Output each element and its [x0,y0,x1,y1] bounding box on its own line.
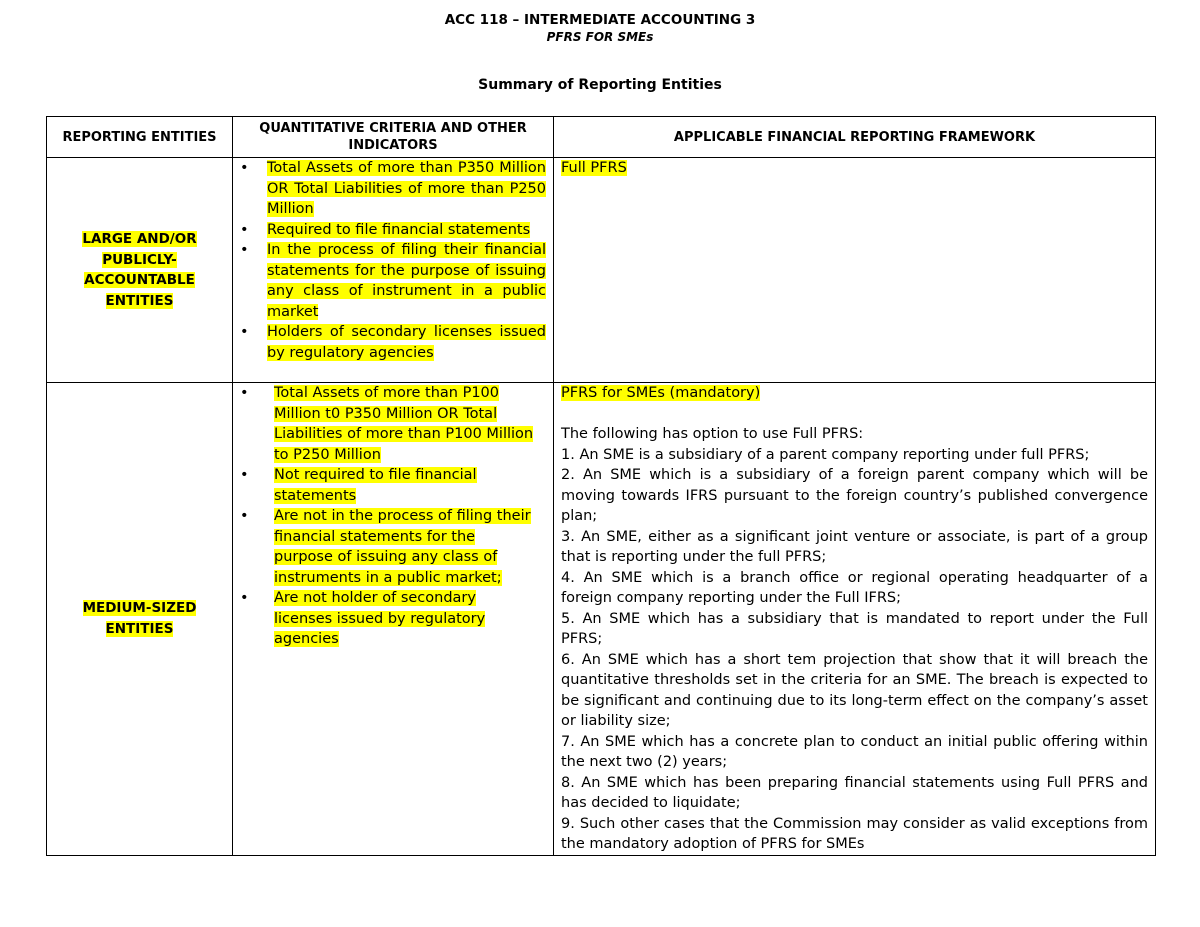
column-header-criteria: QUANTITATIVE CRITERIA AND OTHER INDICATORS [233,117,554,158]
bullet-icon: • [240,242,249,258]
bullet-icon: • [240,385,249,401]
list-item [233,383,553,465]
framework-cell-medium [554,383,1156,856]
list-item: 8. An SME which has been preparing financial statements using Full PFRS and has decided to liquidate; [561,774,1148,811]
list-item [233,220,553,241]
entity-label-line: PUBLICLY- [102,251,177,268]
list-item: 9. Such other cases that the Commission may consider as valid exceptions from the mandatory adoption of PFRS for SMEs [561,815,1148,852]
list-item [233,506,553,588]
list-item [233,240,553,322]
criterion-text: In the process of filing their financial statements for the purpose of issuing any class of instrument in a public market [267,242,546,320]
list-item [233,465,553,506]
section-heading: Summary of Reporting Entities [478,77,722,93]
bullet-icon: • [240,324,249,340]
entity-label-line: ENTITIES [105,292,174,309]
list-item: 7. An SME which has a concrete plan to conduct an initial public offering within the next two (2) years; [561,733,1148,770]
criteria-list [233,158,553,363]
entity-cell-medium [47,383,233,856]
bullet-icon: • [240,467,249,483]
entity-label-line: ACCOUNTABLE [84,272,195,288]
criterion-text: Total Assets of more than P100 Million t0 P350 Million OR Total Liabilities of more than P100 Million to P250 Million [274,385,534,463]
list-item: 5. An SME which has a subsidiary that is mandated to report under the Full PFRS; [561,610,1148,647]
list-item: 6. An SME which has a short tem projection that show that it will breach the quantitative thresholds set in the criteria for an SME. The breach is expected to be significant and continuing due to its long-term effect on the company’s asset or liability size; [561,651,1148,729]
column-header-framework: APPLICABLE FINANCIAL REPORTING FRAMEWORK [554,117,1156,158]
criteria-list [233,383,553,650]
framework-label: PFRS for SMEs (mandatory) [561,385,761,401]
table-row-medium-entities [47,383,1156,856]
bullet-icon: • [240,508,249,524]
criterion-text: Not required to file financial statements [274,467,477,504]
table-header-row [47,117,1156,158]
entity-label-line: ENTITIES [105,620,174,637]
entity-cell-large [47,158,233,383]
table-row-large-entities [47,158,1156,383]
list-item: 2. An SME which is a subsidiary of a foreign parent company which will be moving towards IFRS pursuant to the foreign country’s published convergence plan; [561,467,1148,524]
column-header-reporting-entities: REPORTING ENTITIES [47,117,233,158]
reporting-entities-table [46,116,1156,856]
list-item [233,158,553,220]
list-item [233,322,553,363]
criterion-text: Holders of secondary licenses issued by regulatory agencies [267,324,546,361]
option-intro: The following has option to use Full PFRS: [561,426,864,442]
criterion-text: Required to file financial statements [267,221,531,238]
bullet-icon: • [240,221,249,238]
framework-cell-large [554,158,1156,383]
criterion-text: Are not in the process of filing their financial statements for the purpose of issuing any class of instruments in a public market; [274,508,531,586]
bullet-icon: • [240,160,249,176]
list-item [233,588,553,650]
criterion-text: Are not holder of secondary licenses issued by regulatory agencies [274,590,486,647]
list-item: 4. An SME which is a branch office or regional operating headquarter of a foreign company reporting under the Full IFRS; [561,569,1148,606]
document-subtitle: PFRS FOR SMEs [546,30,654,44]
criterion-text: Total Assets of more than P350 Million OR Total Liabilities of more than P250 Million [267,160,546,217]
bullet-icon: • [240,590,249,606]
entity-label-line: LARGE AND/OR [82,231,197,247]
document-title: ACC 118 – INTERMEDIATE ACCOUNTING 3 [444,12,756,28]
list-item: 3. An SME, either as a significant joint venture or associate, is part of a group that is reporting under the full PFRS; [561,528,1148,565]
list-item: 1. An SME is a subsidiary of a parent company reporting under full PFRS; [561,446,1090,463]
criteria-cell-large [233,158,554,383]
framework-label: Full PFRS [561,160,627,176]
criteria-cell-medium [233,383,554,856]
entity-label-line: MEDIUM-SIZED [82,600,197,617]
